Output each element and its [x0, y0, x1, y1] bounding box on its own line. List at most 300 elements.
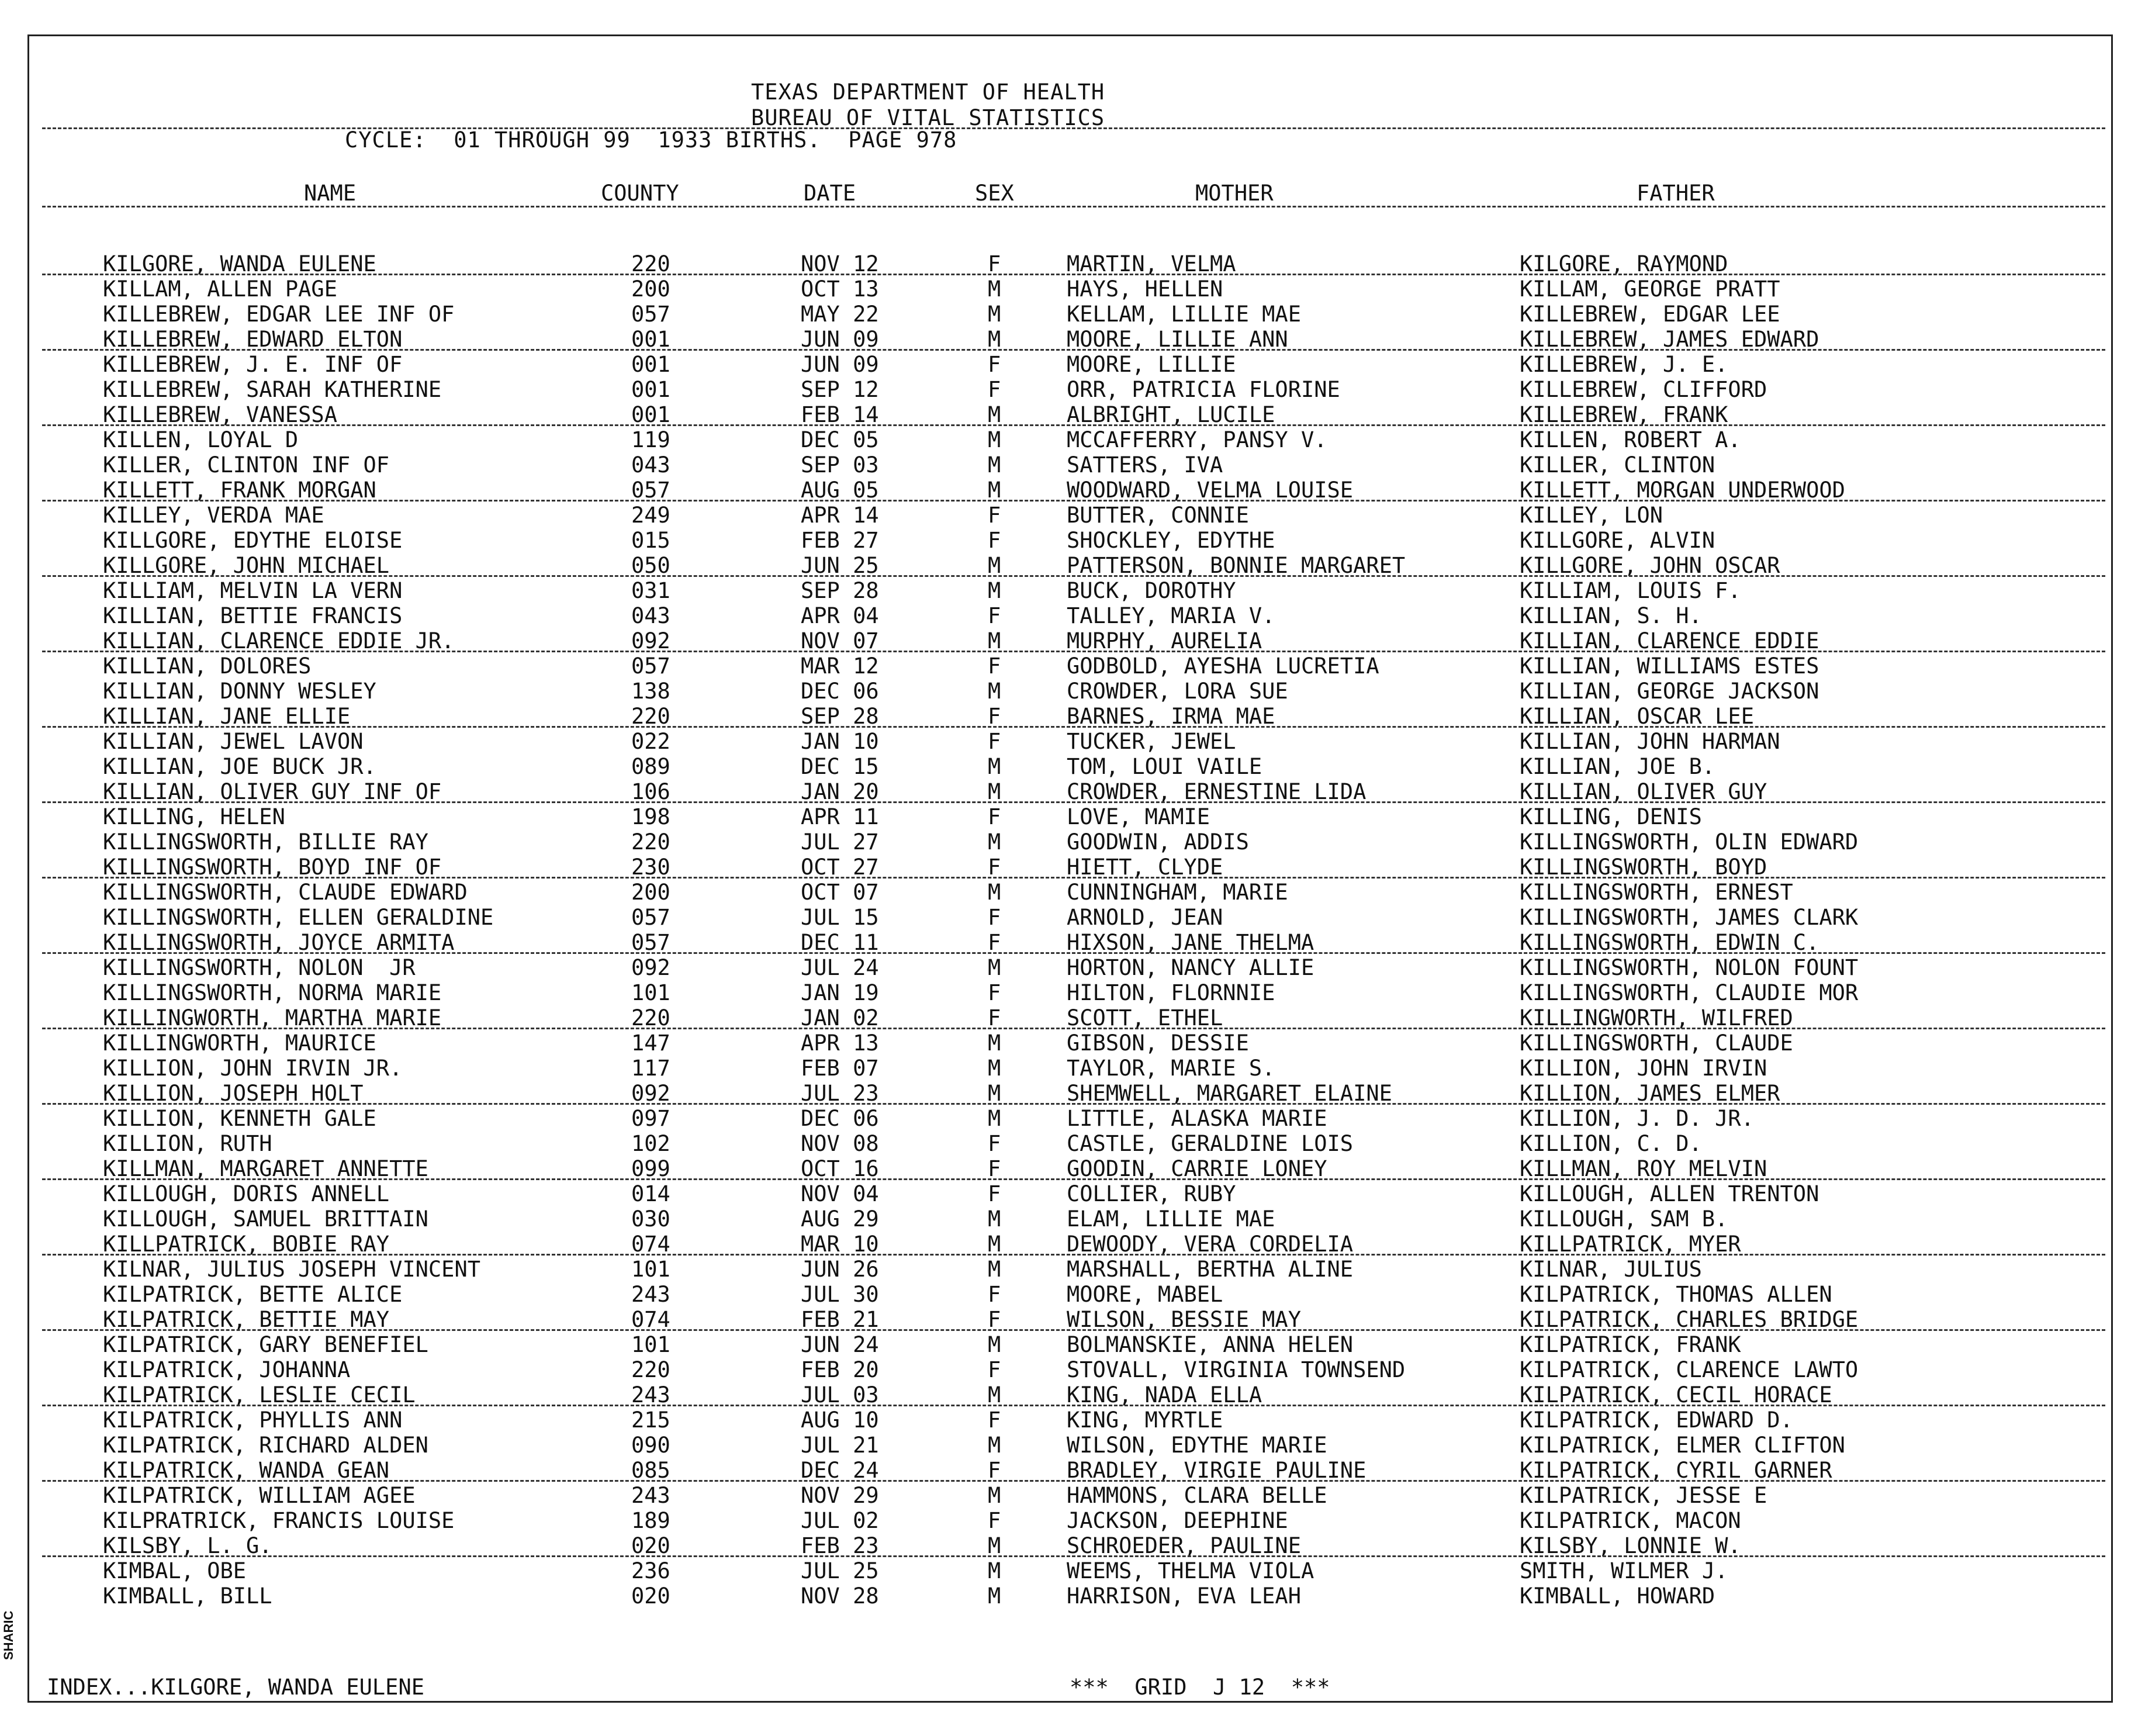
cell-sex: F — [988, 377, 1001, 402]
table-row — [0, 352, 2131, 377]
row-divider — [42, 500, 2105, 502]
cell-sex: F — [988, 729, 1001, 754]
cell-name: KILLIAN, BETTIE FRANCIS — [103, 603, 403, 628]
cell-mother: CUNNINGHAM, MARIE — [1067, 880, 1288, 905]
cell-sex: M — [988, 1081, 1001, 1106]
cell-county: 220 — [631, 1005, 670, 1030]
cell-sex: M — [988, 1382, 1001, 1408]
cell-sex: F — [988, 352, 1001, 377]
cell-mother: SHOCKLEY, EDYTHE — [1067, 528, 1275, 553]
cell-sex: F — [988, 1458, 1001, 1483]
row-divider — [42, 349, 2105, 351]
cell-father: KILLIAN, JOHN HARMAN — [1520, 729, 1780, 754]
cell-date: NOV 04 — [801, 1181, 879, 1206]
table-row — [0, 1282, 2131, 1307]
cell-sex: F — [988, 930, 1001, 955]
cell-sex: M — [988, 628, 1001, 653]
cell-mother: GODBOLD, AYESHA LUCRETIA — [1067, 653, 1379, 679]
cell-sex: F — [988, 528, 1001, 553]
cell-date: MAY 22 — [801, 302, 879, 327]
cell-sex: F — [988, 855, 1001, 880]
cell-mother: MARTIN, VELMA — [1067, 251, 1236, 276]
cell-date: JUL 15 — [801, 905, 879, 930]
cell-name: KILPATRICK, WILLIAM AGEE — [103, 1483, 416, 1508]
cell-name: KILPATRICK, JOHANNA — [103, 1357, 351, 1382]
cell-name: KILLION, JOHN IRVIN JR. — [103, 1056, 403, 1081]
cell-name: KILLIAN, CLARENCE EDDIE JR. — [103, 628, 455, 653]
cell-name: KILPATRICK, LESLIE CECIL — [103, 1382, 416, 1408]
cell-sex: F — [988, 704, 1001, 729]
cell-father: KILLMAN, ROY MELVIN — [1520, 1156, 1767, 1181]
side-label: SHARIC — [1, 1610, 16, 1660]
cell-county: 043 — [631, 603, 670, 628]
cell-sex: M — [988, 1030, 1001, 1056]
cell-sex: M — [988, 955, 1001, 980]
cell-county: 057 — [631, 302, 670, 327]
table-row — [0, 402, 2131, 427]
table-row — [0, 1583, 2131, 1609]
table-row — [0, 1433, 2131, 1458]
row-divider — [42, 274, 2105, 275]
cell-date: DEC 06 — [801, 679, 879, 704]
cell-sex: M — [988, 880, 1001, 905]
cell-county: 220 — [631, 1357, 670, 1382]
cell-sex: M — [988, 553, 1001, 578]
grid-label: *** GRID J 12 *** — [1070, 1675, 1330, 1700]
cell-date: FEB 27 — [801, 528, 879, 553]
cell-date: JUN 09 — [801, 327, 879, 352]
cell-sex: M — [988, 1583, 1001, 1609]
table-row — [0, 679, 2131, 704]
cell-date: AUG 10 — [801, 1408, 879, 1433]
cell-mother: GOODWIN, ADDIS — [1067, 829, 1249, 855]
cell-name: KILPRATRICK, FRANCIS LOUISE — [103, 1508, 455, 1533]
cell-name: KILLINGSWORTH, BILLIE RAY — [103, 829, 428, 855]
cell-date: APR 14 — [801, 503, 879, 528]
cell-mother: HAYS, HELLEN — [1067, 276, 1223, 302]
cell-mother: GOODIN, CARRIE LONEY — [1067, 1156, 1327, 1181]
cell-date: JUN 24 — [801, 1332, 879, 1357]
table-row — [0, 1030, 2131, 1056]
cell-name: KILLETT, FRANK MORGAN — [103, 478, 376, 503]
row-divider — [42, 651, 2105, 652]
cell-father: KILLINGSWORTH, ERNEST — [1520, 880, 1793, 905]
column-header-county: COUNTY — [601, 181, 679, 206]
cell-father: KILLINGSWORTH, OLIN EDWARD — [1520, 829, 1859, 855]
cell-mother: TOM, LOUI VAILE — [1067, 754, 1262, 779]
cell-mother: TALLEY, MARIA V. — [1067, 603, 1275, 628]
cell-county: 200 — [631, 880, 670, 905]
cell-father: KILLGORE, ALVIN — [1520, 528, 1715, 553]
table-row — [0, 653, 2131, 679]
cell-mother: CROWDER, LORA SUE — [1067, 679, 1288, 704]
cell-father: KILLIAN, OSCAR LEE — [1520, 704, 1754, 729]
cell-name: KILLINGSWORTH, NOLON JR — [103, 955, 416, 980]
cell-sex: M — [988, 1332, 1001, 1357]
cell-name: KILLIAN, JANE ELLIE — [103, 704, 351, 729]
cell-county: 102 — [631, 1131, 670, 1156]
cell-county: 147 — [631, 1030, 670, 1056]
cycle-info: CYCLE: 01 THROUGH 99 1933 BIRTHS. PAGE 978 — [345, 127, 957, 153]
cell-date: JUL 30 — [801, 1282, 879, 1307]
cell-sex: M — [988, 1232, 1001, 1257]
cell-county: 089 — [631, 754, 670, 779]
cell-date: JUL 27 — [801, 829, 879, 855]
cell-mother: WEEMS, THELMA VIOLA — [1067, 1558, 1314, 1583]
table-row — [0, 930, 2131, 955]
cell-county: 249 — [631, 503, 670, 528]
table-row — [0, 452, 2131, 478]
cell-date: NOV 12 — [801, 251, 879, 276]
cell-sex: M — [988, 829, 1001, 855]
cell-county: 001 — [631, 377, 670, 402]
table-row — [0, 327, 2131, 352]
cell-county: 101 — [631, 1332, 670, 1357]
cell-mother: BRADLEY, VIRGIE PAULINE — [1067, 1458, 1367, 1483]
row-divider — [42, 1405, 2105, 1406]
cell-date: JUL 02 — [801, 1508, 879, 1533]
cell-county: 015 — [631, 528, 670, 553]
cell-date: JAN 10 — [801, 729, 879, 754]
cell-father: KILPATRICK, EDWARD D. — [1520, 1408, 1793, 1433]
cell-date: MAR 12 — [801, 653, 879, 679]
cell-father: KILLINGSWORTH, NOLON FOUNT — [1520, 955, 1859, 980]
cell-father: KILPATRICK, CLARENCE LAWTO — [1520, 1357, 1859, 1382]
row-divider — [42, 952, 2105, 954]
cell-sex: F — [988, 1156, 1001, 1181]
cell-name: KILLIAM, MELVIN LA VERN — [103, 578, 403, 603]
cell-father: KILLER, CLINTON — [1520, 452, 1715, 478]
cell-date: AUG 29 — [801, 1206, 879, 1232]
cell-mother: BUCK, DOROTHY — [1067, 578, 1236, 603]
cell-date: OCT 13 — [801, 276, 879, 302]
cell-name: KILPATRICK, WANDA GEAN — [103, 1458, 390, 1483]
table-row — [0, 1533, 2131, 1558]
table-row — [0, 603, 2131, 628]
cell-father: KILLEN, ROBERT A. — [1520, 427, 1741, 452]
cell-date: DEC 15 — [801, 754, 879, 779]
cell-sex: M — [988, 578, 1001, 603]
cell-father: KILLING, DENIS — [1520, 804, 1702, 829]
cell-date: NOV 29 — [801, 1483, 879, 1508]
cell-name: KILLOUGH, DORIS ANNELL — [103, 1181, 390, 1206]
cell-mother: MOORE, LILLIE — [1067, 352, 1236, 377]
cell-name: KILLION, KENNETH GALE — [103, 1106, 376, 1131]
cell-sex: M — [988, 302, 1001, 327]
cell-sex: M — [988, 327, 1001, 352]
cell-date: JAN 02 — [801, 1005, 879, 1030]
row-divider — [42, 1254, 2105, 1256]
cell-name: KILLGORE, JOHN MICHAEL — [103, 553, 390, 578]
cell-father: KILLIAN, S. H. — [1520, 603, 1702, 628]
cell-name: KILSBY, L. G. — [103, 1533, 272, 1558]
row-divider — [42, 1555, 2105, 1557]
row-divider — [42, 1329, 2105, 1331]
cell-county: 236 — [631, 1558, 670, 1583]
cell-county: 050 — [631, 553, 670, 578]
cell-mother: MCCAFFERRY, PANSY V. — [1067, 427, 1327, 452]
table-row — [0, 855, 2131, 880]
cell-county: 198 — [631, 804, 670, 829]
cell-father: KILLOUGH, SAM B. — [1520, 1206, 1728, 1232]
cell-name: KILLINGWORTH, MARTHA MARIE — [103, 1005, 442, 1030]
cell-father: KILLINGSWORTH, BOYD — [1520, 855, 1767, 880]
cell-date: DEC 05 — [801, 427, 879, 452]
cell-date: APR 11 — [801, 804, 879, 829]
cell-mother: SHEMWELL, MARGARET ELAINE — [1067, 1081, 1392, 1106]
cell-date: FEB 23 — [801, 1533, 879, 1558]
cell-county: 057 — [631, 930, 670, 955]
cell-county: 220 — [631, 251, 670, 276]
cell-mother: KING, MYRTLE — [1067, 1408, 1223, 1433]
cell-date: JUL 24 — [801, 955, 879, 980]
cell-father: KILLPATRICK, MYER — [1520, 1232, 1741, 1257]
cell-father: KILLIAN, WILLIAMS ESTES — [1520, 653, 1819, 679]
cell-father: KILLOUGH, ALLEN TRENTON — [1520, 1181, 1819, 1206]
cell-sex: F — [988, 1357, 1001, 1382]
bureau-title: BUREAU OF VITAL STATISTICS — [751, 105, 1105, 130]
cell-mother: KELLAM, LILLIE MAE — [1067, 302, 1301, 327]
cell-mother: CASTLE, GERALDINE LOIS — [1067, 1131, 1354, 1156]
cell-sex: F — [988, 503, 1001, 528]
cell-date: JUL 23 — [801, 1081, 879, 1106]
cell-name: KILLION, JOSEPH HOLT — [103, 1081, 364, 1106]
department-title: TEXAS DEPARTMENT OF HEALTH — [751, 79, 1105, 105]
cell-county: 097 — [631, 1106, 670, 1131]
cell-date: APR 04 — [801, 603, 879, 628]
cell-name: KILLEN, LOYAL D — [103, 427, 299, 452]
cell-father: KILNAR, JULIUS — [1520, 1257, 1702, 1282]
cell-county: 220 — [631, 704, 670, 729]
cell-date: MAR 10 — [801, 1232, 879, 1257]
cell-name: KIMBALL, BILL — [103, 1583, 272, 1609]
cell-sex: M — [988, 1433, 1001, 1458]
cell-name: KILGORE, WANDA EULENE — [103, 251, 376, 276]
cell-father: KILLINGSWORTH, CLAUDIE MOR — [1520, 980, 1859, 1005]
cell-county: 057 — [631, 478, 670, 503]
cell-mother: WOODWARD, VELMA LOUISE — [1067, 478, 1354, 503]
cell-county: 189 — [631, 1508, 670, 1533]
table-row — [0, 829, 2131, 855]
row-divider — [42, 1480, 2105, 1482]
table-row — [0, 905, 2131, 930]
row-divider — [42, 726, 2105, 728]
table-row — [0, 1508, 2131, 1533]
cell-sex: M — [988, 1533, 1001, 1558]
cell-date: FEB 20 — [801, 1357, 879, 1382]
cell-sex: M — [988, 427, 1001, 452]
cell-county: 022 — [631, 729, 670, 754]
cell-name: KILNAR, JULIUS JOSEPH VINCENT — [103, 1257, 481, 1282]
table-row — [0, 1156, 2131, 1181]
cell-sex: F — [988, 980, 1001, 1005]
cell-date: JUN 26 — [801, 1257, 879, 1282]
cell-name: KILLER, CLINTON INF OF — [103, 452, 390, 478]
cell-county: 014 — [631, 1181, 670, 1206]
cell-county: 043 — [631, 452, 670, 478]
cell-mother: MURPHY, AURELIA — [1067, 628, 1262, 653]
cell-father: KILPATRICK, CYRIL GARNER — [1520, 1458, 1832, 1483]
cell-mother: KING, NADA ELLA — [1067, 1382, 1262, 1408]
cell-date: SEP 28 — [801, 578, 879, 603]
cell-name: KILLEBREW, EDWARD ELTON — [103, 327, 403, 352]
cell-mother: HILTON, FLORNNIE — [1067, 980, 1275, 1005]
cell-county: 074 — [631, 1307, 670, 1332]
cell-name: KILLINGSWORTH, JOYCE ARMITA — [103, 930, 455, 955]
cell-name: KILLION, RUTH — [103, 1131, 272, 1156]
table-row — [0, 880, 2131, 905]
cell-sex: M — [988, 1558, 1001, 1583]
cell-name: KILLEY, VERDA MAE — [103, 503, 324, 528]
cell-county: 001 — [631, 402, 670, 427]
cell-name: KILLINGSWORTH, CLAUDE EDWARD — [103, 880, 468, 905]
cell-county: 138 — [631, 679, 670, 704]
cell-county: 101 — [631, 980, 670, 1005]
cell-mother: DEWOODY, VERA CORDELIA — [1067, 1232, 1354, 1257]
cell-sex: M — [988, 679, 1001, 704]
cell-date: JUN 09 — [801, 352, 879, 377]
cell-county: 092 — [631, 628, 670, 653]
cell-name: KILLAM, ALLEN PAGE — [103, 276, 337, 302]
cell-mother: PATTERSON, BONNIE MARGARET — [1067, 553, 1406, 578]
table-row — [0, 1106, 2131, 1131]
table-row — [0, 528, 2131, 553]
cell-mother: BARNES, IRMA MAE — [1067, 704, 1275, 729]
cell-mother: SCOTT, ETHEL — [1067, 1005, 1223, 1030]
table-row — [0, 1458, 2131, 1483]
cell-father: KILLINGSWORTH, EDWIN C. — [1520, 930, 1819, 955]
cell-name: KILLINGSWORTH, BOYD INF OF — [103, 855, 442, 880]
cell-county: 119 — [631, 427, 670, 452]
cell-mother: STOVALL, VIRGINIA TOWNSEND — [1067, 1357, 1406, 1382]
cell-county: 085 — [631, 1458, 670, 1483]
cell-father: KILPATRICK, CHARLES BRIDGE — [1520, 1307, 1859, 1332]
cell-name: KILLEBREW, EDGAR LEE INF OF — [103, 302, 455, 327]
cell-county: 215 — [631, 1408, 670, 1433]
cell-mother: SATTERS, IVA — [1067, 452, 1223, 478]
cell-father: KILPATRICK, JESSE E — [1520, 1483, 1767, 1508]
cell-father: KILPATRICK, ELMER CLIFTON — [1520, 1433, 1845, 1458]
table-row — [0, 578, 2131, 603]
cell-name: KILPATRICK, BETTIE MAY — [103, 1307, 390, 1332]
table-row — [0, 955, 2131, 980]
cell-mother: WILSON, BESSIE MAY — [1067, 1307, 1301, 1332]
cell-date: DEC 11 — [801, 930, 879, 955]
table-row — [0, 1483, 2131, 1508]
table-row — [0, 276, 2131, 302]
table-row — [0, 1382, 2131, 1408]
table-row — [0, 980, 2131, 1005]
cell-sex: M — [988, 1106, 1001, 1131]
table-row — [0, 1131, 2131, 1156]
table-row — [0, 704, 2131, 729]
cell-date: JAN 19 — [801, 980, 879, 1005]
column-header-name: NAME — [304, 181, 357, 206]
index-label: INDEX...KILGORE, WANDA EULENE — [47, 1675, 425, 1700]
cell-mother: COLLIER, RUBY — [1067, 1181, 1236, 1206]
table-row — [0, 1307, 2131, 1332]
cell-sex: M — [988, 1483, 1001, 1508]
cell-father: KILLIAN, JOE B. — [1520, 754, 1715, 779]
cell-county: 057 — [631, 653, 670, 679]
cell-county: 074 — [631, 1232, 670, 1257]
cell-father: KILLION, JOHN IRVIN — [1520, 1056, 1767, 1081]
cell-mother: ORR, PATRICIA FLORINE — [1067, 377, 1340, 402]
cell-county: 220 — [631, 829, 670, 855]
row-divider — [42, 575, 2105, 577]
column-header-father: FATHER — [1637, 181, 1715, 206]
cell-father: SMITH, WILMER J. — [1520, 1558, 1728, 1583]
table-row — [0, 1232, 2131, 1257]
cell-sex: M — [988, 1206, 1001, 1232]
table-row — [0, 503, 2131, 528]
cell-father: KILLEBREW, CLIFFORD — [1520, 377, 1767, 402]
cell-father: KILLION, J. D. JR. — [1520, 1106, 1754, 1131]
cell-mother: CROWDER, ERNESTINE LIDA — [1067, 779, 1367, 804]
cell-father: KILLEBREW, FRANK — [1520, 402, 1728, 427]
cell-sex: F — [988, 1282, 1001, 1307]
cell-name: KILLEBREW, J. E. INF OF — [103, 352, 403, 377]
row-divider — [42, 424, 2105, 426]
cell-mother: TUCKER, JEWEL — [1067, 729, 1236, 754]
cell-sex: F — [988, 1131, 1001, 1156]
cell-county: 200 — [631, 276, 670, 302]
cell-date: APR 13 — [801, 1030, 879, 1056]
cell-date: DEC 06 — [801, 1106, 879, 1131]
cell-sex: M — [988, 402, 1001, 427]
cell-father: KILLEBREW, EDGAR LEE — [1520, 302, 1780, 327]
table-row — [0, 804, 2131, 829]
cell-sex: F — [988, 804, 1001, 829]
cell-sex: F — [988, 1307, 1001, 1332]
column-header-divider — [42, 206, 2105, 208]
cell-county: 106 — [631, 779, 670, 804]
cell-name: KILLIAN, JOE BUCK JR. — [103, 754, 376, 779]
table-row — [0, 1558, 2131, 1583]
cell-mother: GIBSON, DESSIE — [1067, 1030, 1249, 1056]
cell-county: 020 — [631, 1533, 670, 1558]
cell-mother: ELAM, LILLIE MAE — [1067, 1206, 1275, 1232]
cell-name: KILLPATRICK, BOBIE RAY — [103, 1232, 390, 1257]
cell-father: KILLGORE, JOHN OSCAR — [1520, 553, 1780, 578]
cell-mother: BOLMANSKIE, ANNA HELEN — [1067, 1332, 1354, 1357]
cell-mother: LITTLE, ALASKA MARIE — [1067, 1106, 1327, 1131]
cell-name: KILLINGWORTH, MAURICE — [103, 1030, 376, 1056]
cell-county: 020 — [631, 1583, 670, 1609]
cell-date: JUN 25 — [801, 553, 879, 578]
table-row — [0, 1408, 2131, 1433]
cell-county: 243 — [631, 1382, 670, 1408]
cell-father: KILPATRICK, FRANK — [1520, 1332, 1741, 1357]
cell-county: 090 — [631, 1433, 670, 1458]
cell-county: 057 — [631, 905, 670, 930]
cell-father: KILLAM, GEORGE PRATT — [1520, 276, 1780, 302]
row-divider — [42, 801, 2105, 803]
table-row — [0, 427, 2131, 452]
cell-county: 117 — [631, 1056, 670, 1081]
cell-father: KILLION, JAMES ELMER — [1520, 1081, 1780, 1106]
cell-name: KILLEBREW, SARAH KATHERINE — [103, 377, 442, 402]
cell-date: SEP 12 — [801, 377, 879, 402]
cell-father: KILSBY, LONNIE W. — [1520, 1533, 1741, 1558]
table-row — [0, 1257, 2131, 1282]
column-header-mother: MOTHER — [1195, 181, 1274, 206]
cell-father: KILLETT, MORGAN UNDERWOOD — [1520, 478, 1845, 503]
cell-county: 101 — [631, 1257, 670, 1282]
column-header-date: DATE — [804, 181, 856, 206]
cell-sex: F — [988, 1181, 1001, 1206]
cell-date: JUL 25 — [801, 1558, 879, 1583]
